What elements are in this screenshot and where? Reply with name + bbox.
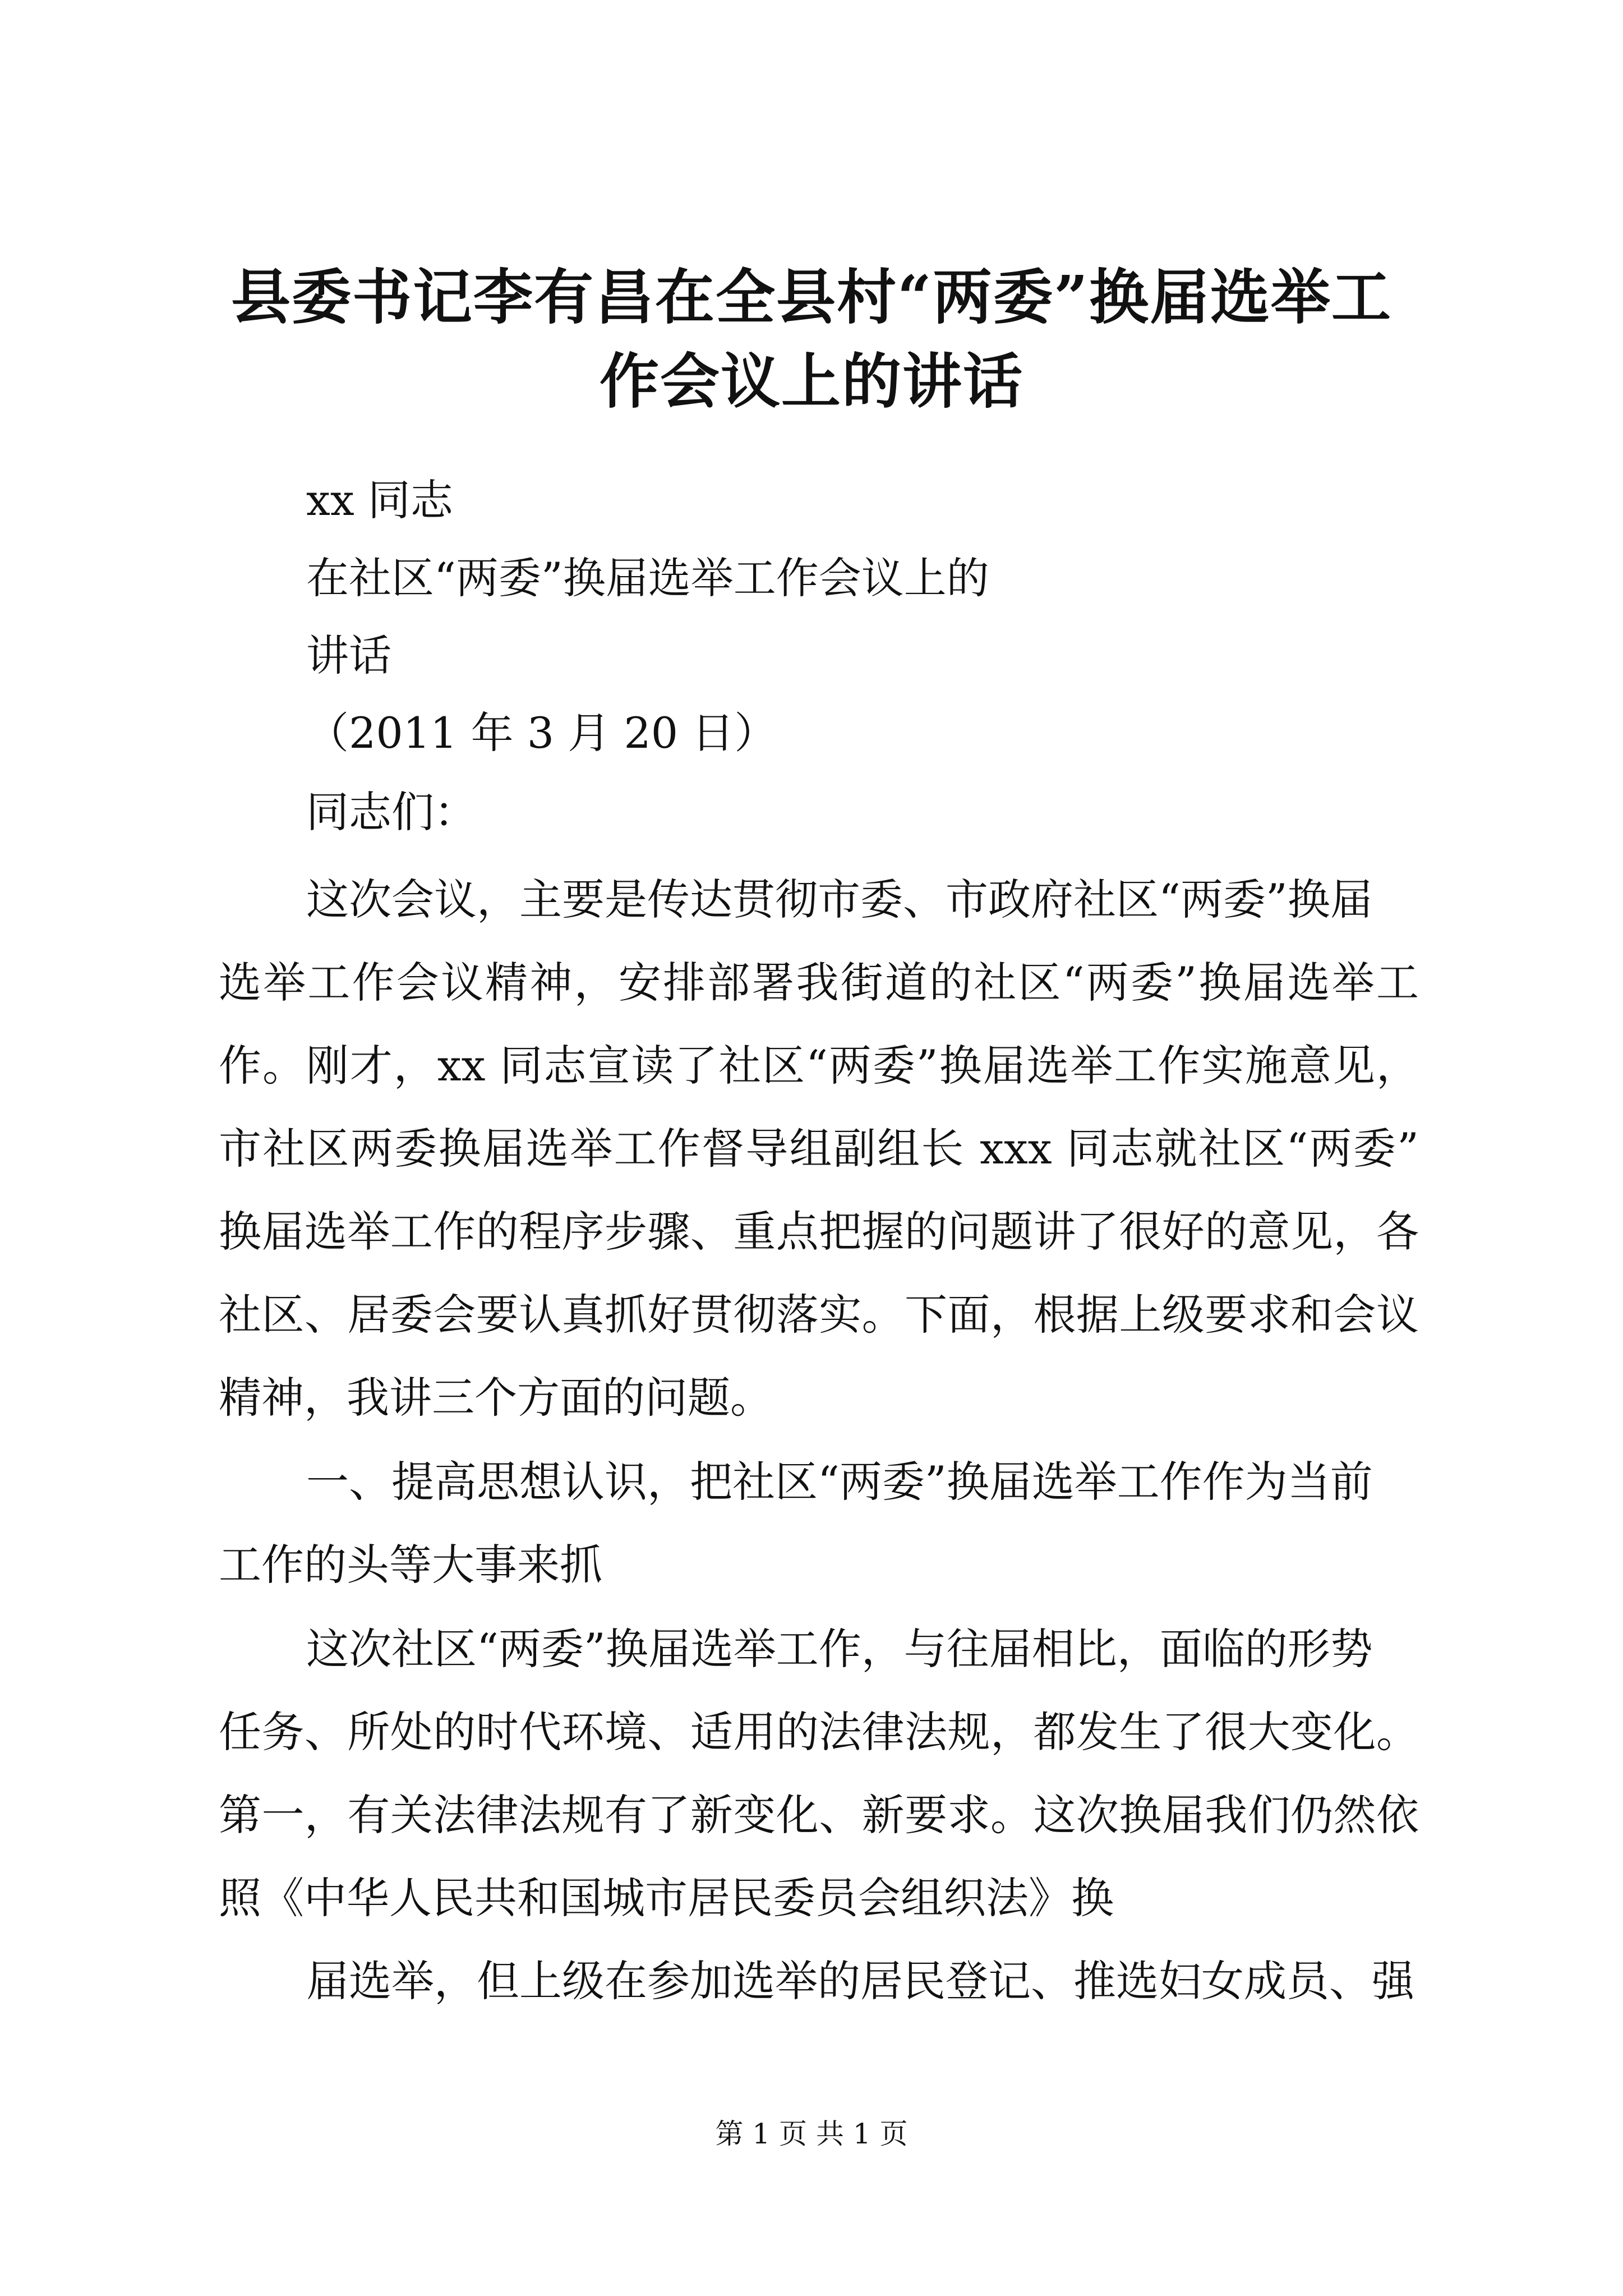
date-line: （2011 年 3 月 20 日） [306, 708, 777, 758]
paragraph-2-line: 这次社区“两委”换届选举工作，与往届相比，面临的形势 [306, 1624, 1373, 1674]
paragraph-1-line: 选举工作会议精神，安排部署我街道的社区“两委”换届选举工 [219, 958, 1419, 1007]
paragraph-1-line: 市社区两委换届选举工作督导组副组长 xxx 同志就社区“两委” [219, 1124, 1419, 1174]
paragraph-2-line: 任务、所处的时代环境、适用的法律法规，都发生了很大变化。 [219, 1707, 1419, 1757]
page-footer: 第 1 页 共 1 页 [715, 2118, 908, 2150]
document-title [185, 255, 1438, 424]
paragraph-1-line: 这次会议，主要是传达贯彻市委、市政府社区“两委”换届 [306, 875, 1373, 924]
section-heading-1: 工作的头等大事来抓 [219, 1540, 602, 1590]
title-line-2: 作会议上的讲话 [600, 346, 1023, 416]
subtitle-line-2: 讲话 [306, 631, 391, 680]
salutation: 同志们： [306, 787, 477, 837]
paragraph-3-line: 届选举，但上级在参加选举的居民登记、推选妇女成员、强 [306, 1956, 1414, 2006]
paragraph-2-line: 照《中华人民共和国城市居民委员会组织法》换 [219, 1873, 1114, 1923]
paragraph-1-line: 作。刚才，xx 同志宣读了社区“两委”换届选举工作实施意见， [219, 1041, 1419, 1091]
paragraph-1-line: 精神，我讲三个方面的问题。 [219, 1373, 773, 1423]
paragraph-1-line: 社区、居委会要认真抓好贯彻落实。下面，根据上级要求和会议 [219, 1290, 1419, 1340]
paragraph-1-line: 换届选举工作的程序步骤、重点把握的问题讲了很好的意见，各 [219, 1207, 1419, 1257]
speaker-line: xx 同志 [306, 475, 453, 525]
section-heading-1: 一、提高思想认识，把社区“两委”换届选举工作作为当前 [306, 1457, 1373, 1507]
subtitle-line-1: 在社区“两委”换届选举工作会议上的 [306, 553, 989, 603]
title-line-1: 县委书记李有昌在全县村“两委”换届选举工 [231, 262, 1392, 332]
paragraph-2-line: 第一，有关法律法规有了新变化、新要求。这次换届我们仍然依 [219, 1790, 1419, 1840]
